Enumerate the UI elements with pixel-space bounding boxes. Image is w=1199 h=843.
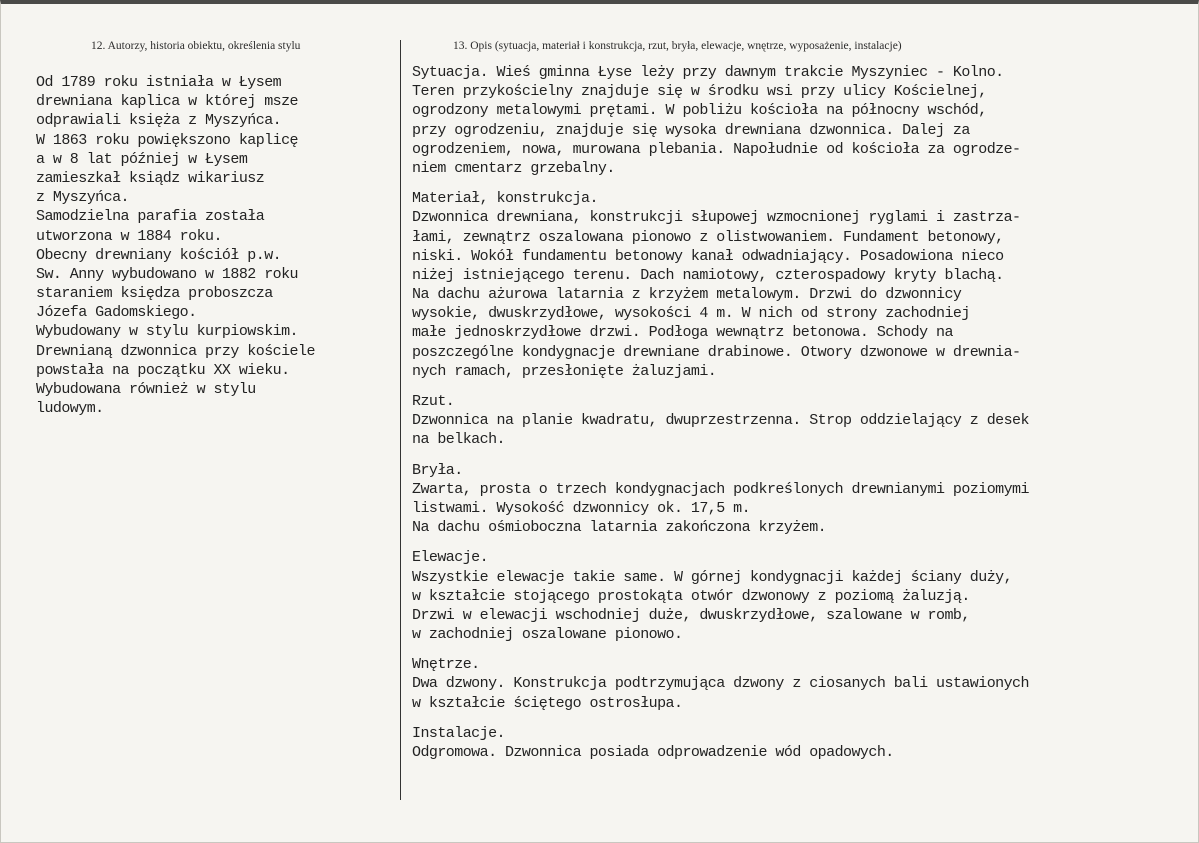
section-heading-line: Materiał, konstrukcja.: [412, 190, 598, 208]
history-line: powstała na początku XX wieku.: [36, 361, 290, 379]
history-line: a w 8 lat później w Łysem: [36, 150, 248, 168]
description-line: w kształcie ściętego ostrosłupa.: [412, 694, 683, 712]
section-12-header: 12. Autorzy, historia obiektu, określenia stylu: [91, 40, 301, 52]
history-line: odprawiali księża z Myszyńca.: [36, 112, 282, 130]
history-line: Wybudowany w stylu kurpiowskim.: [36, 323, 298, 341]
history-line: Józefa Gadomskiego.: [36, 304, 197, 322]
history-line: zamieszkał ksiądz wikariusz: [36, 169, 265, 187]
description-line: łami, zewnątrz oszalowana pionowo z olistwowaniem. Fundament betonowy,: [412, 228, 1004, 246]
history-line: Drewnianą dzwonnica przy kościele: [36, 342, 315, 360]
description-line: Dwa dzwony. Konstrukcja podtrzymująca dzwony z ciosanych bali ustawionych: [412, 675, 1029, 693]
description-line: Na dachu ażurowa latarnia z krzyżem metalowym. Drzwi do dzwonnicy: [412, 286, 962, 304]
description-line: przy ogrodzeniu, znajduje się wysoka drewniana dzwonnica. Dalej za: [412, 121, 970, 139]
history-line: W 1863 roku powiększono kaplicę: [36, 131, 298, 149]
description-line: małe jednoskrzydłowe drzwi. Podłoga wewnątrz betonowa. Schody na: [412, 324, 953, 342]
history-line: staraniem księdza proboszcza: [36, 285, 273, 303]
description-line: poszczególne kondygnacje drewniane drabinowe. Otwory dzwonowe w drewnia-: [412, 343, 1021, 361]
description-section: [412, 655, 1029, 713]
description-line: Odgromowa. Dzwonnica posiada odprowadzenie wód opadowych.: [412, 744, 894, 761]
history-text: [36, 73, 315, 418]
history-line: Obecny drewniany kościół p.w.: [36, 246, 282, 264]
description-section: [412, 63, 1029, 178]
section-heading-line: Sytuacja. Wieś gminna Łyse leży przy dawnym trakcie Myszyniec - Kolno.: [412, 64, 1004, 81]
section-heading-line: Wnętrze.: [412, 656, 480, 674]
description-section: [412, 392, 1029, 450]
description-line: wysokie, dwuskrzydłowe, wysokości 4 m. W nich od strony zachodniej: [412, 305, 970, 323]
description-line: niski. Wokół fundamentu betonowy kanał odwadniający. Posadowiona nieco: [412, 247, 1004, 265]
description-line: niżej istniejącego terenu. Dach namiotowy, czterospadowy kryty blachą.: [412, 266, 1004, 284]
description-line: w zachodniej oszalowane pionowo.: [412, 626, 683, 644]
description-line: listwami. Wysokość dzwonnicy ok. 17,5 m.: [412, 499, 751, 517]
history-line: Od 1789 roku istniała w Łysem: [36, 74, 282, 91]
description-section: [412, 724, 1029, 762]
description-text: [412, 63, 1029, 773]
section-heading-line: Elewacje.: [412, 549, 489, 567]
description-line: Teren przykościelny znajduje się w środku wsi przy ulicy Kościelnej,: [412, 83, 987, 101]
history-line: Wybudowana również w stylu: [36, 381, 256, 398]
description-line: na belkach.: [412, 431, 505, 449]
history-line: utworzona w 1884 roku.: [36, 227, 222, 245]
description-section: [412, 461, 1029, 538]
description-line: Na dachu ośmioboczna latarnia zakończona krzyżem.: [412, 519, 827, 537]
description-line: ogrodzony metalowymi prętami. W pobliżu kościoła na północny wschód,: [412, 102, 987, 120]
description-line: niem cmentarz grzebalny.: [412, 159, 615, 177]
section-heading-line: Rzut.: [412, 393, 455, 410]
history-line: drewniana kaplica w której msze: [36, 93, 298, 111]
description-line: Dzwonnica na planie kwadratu, dwuprzestrzenna. Strop oddzielający z desek: [412, 412, 1029, 430]
description-line: Zwarta, prosta o trzech kondygnacjach podkreślonych drewnianymi poziomymi: [412, 480, 1029, 498]
history-line: Samodzielna parafia została: [36, 208, 265, 226]
description-line: ogrodzeniem, nowa, murowana plebania. Napołudnie od kościoła za ogrodze-: [412, 140, 1021, 158]
history-line: Sw. Anny wybudowano w 1882 roku: [36, 265, 298, 283]
history-line: ludowym.: [36, 400, 104, 418]
description-line: Wszystkie elewacje takie same. W górnej kondygnacji każdej ściany duży,: [412, 568, 1013, 586]
description-line: Drzwi w elewacji wschodniej duże, dwuskrzydłowe, szalowane w romb,: [412, 606, 970, 624]
description-section: [412, 189, 1029, 381]
history-line: z Myszyńca.: [36, 189, 129, 207]
column-divider: [400, 40, 401, 800]
description-line: Dzwonnica drewniana, konstrukcji słupowej wzmocnionej ryglami i zastrza-: [412, 209, 1021, 227]
section-heading-line: Instalacje.: [412, 724, 505, 742]
description-line: nych ramach, przesłonięte żaluzjami.: [412, 362, 717, 380]
description-line: w kształcie stojącego prostokąta otwór dzwonowy z poziomą żaluzją.: [412, 587, 970, 605]
section-heading-line: Bryła.: [412, 461, 463, 479]
description-section: [412, 548, 1029, 644]
section-13-header: 13. Opis (sytuacja, materiał i konstrukcja, rzut, bryła, elewacje, wnętrze, wyposażenie, instalacje): [453, 40, 902, 52]
